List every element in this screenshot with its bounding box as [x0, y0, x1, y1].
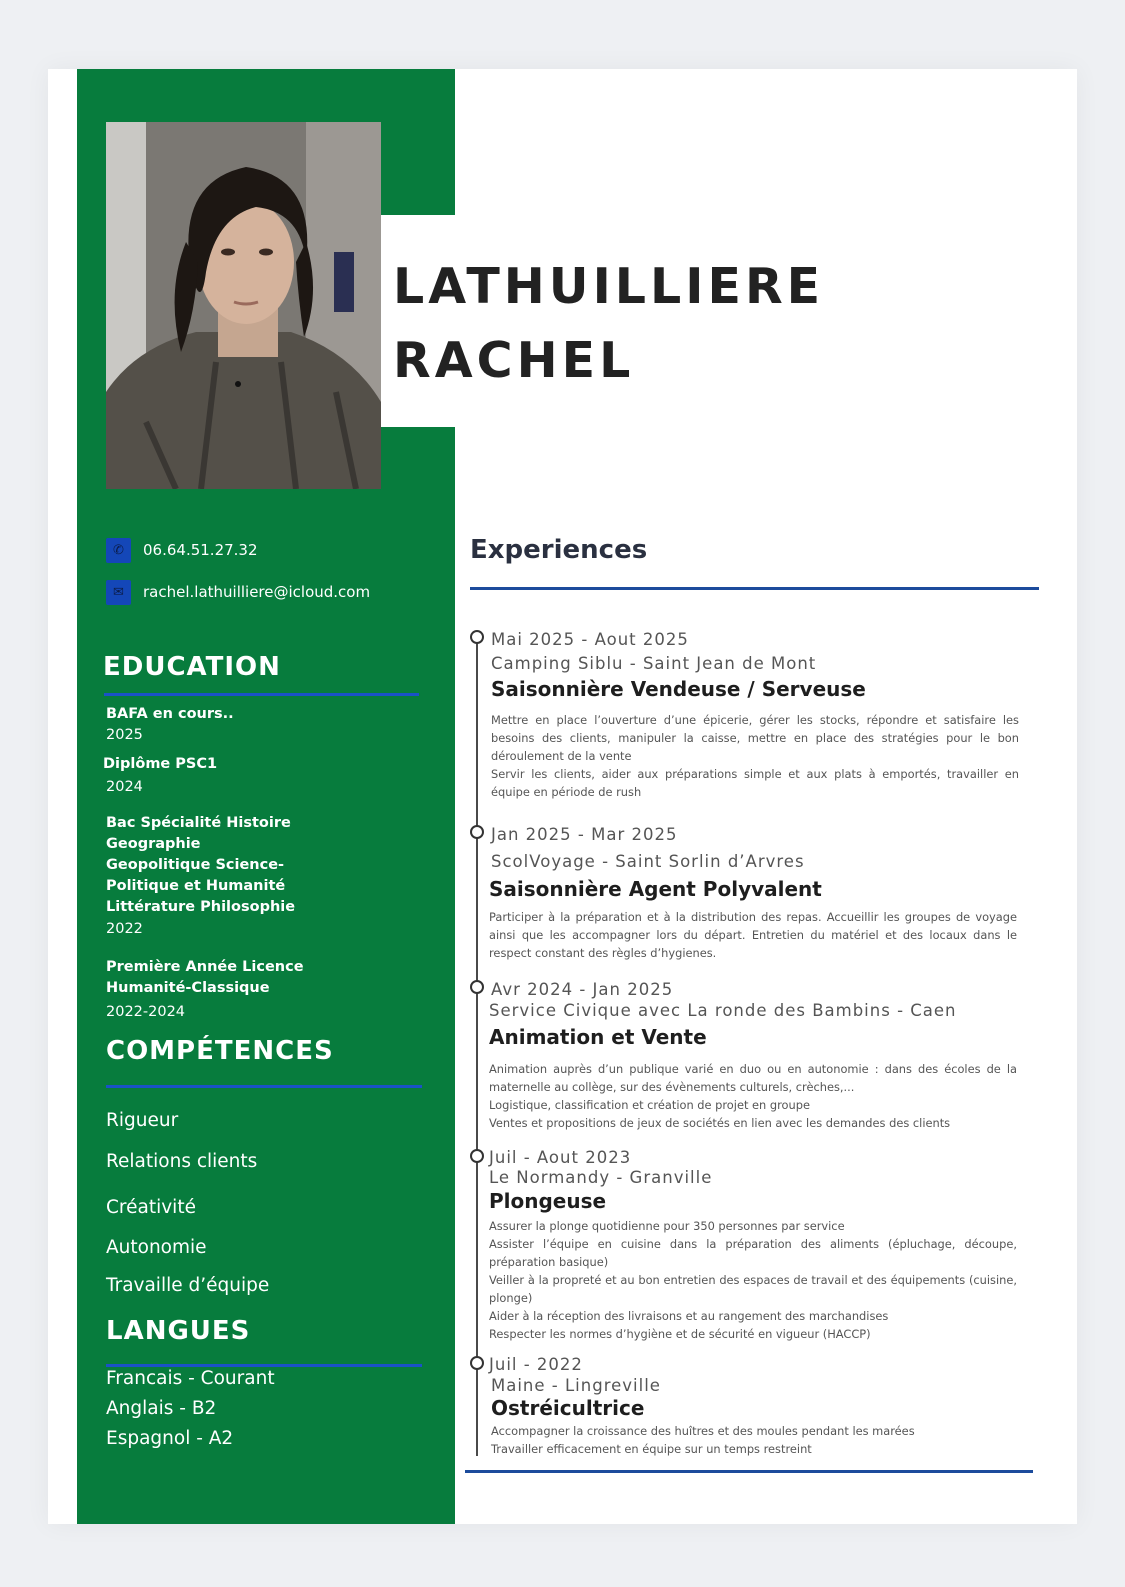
language-item: Anglais - B2 [106, 1398, 217, 1419]
experiences-divider [470, 587, 1039, 590]
job-description [491, 1422, 1019, 1458]
timeline-dot [470, 1356, 484, 1370]
job-description-line: Mettre en place l’ouverture d’une épicerie, gérer les stocks, répondre et satisfaire les besoins des clients, manipuler la caisse, mettre en place des stratégies pour le bon déroulement de la vente [491, 713, 1019, 763]
job-company: ScolVoyage - Saint Sorlin d’Arvres [491, 852, 805, 871]
job-title: Animation et Vente [489, 1025, 707, 1049]
job-description-line: Logistique, classification et création de projet en groupe [489, 1098, 810, 1112]
full-name [393, 250, 824, 398]
skill-item: Autonomie [106, 1237, 207, 1258]
education-item-year: 2024 [106, 779, 143, 795]
skill-item: Créativité [106, 1197, 196, 1218]
education-item-year: 2025 [106, 727, 143, 743]
job-date: Juil - 2022 [489, 1355, 583, 1374]
job-date: Jan 2025 - Mar 2025 [491, 825, 678, 844]
email-link[interactable]: rachel.lathuilliere@icloud.com [143, 583, 371, 601]
timeline-dot [470, 980, 484, 994]
job-description-line: Aider à la réception des livraisons et au rangement des marchandises [489, 1309, 889, 1323]
phone-number: 06.64.51.27.32 [143, 541, 258, 559]
experiences-heading: Experiences [470, 535, 648, 565]
languages-heading: LANGUES [106, 1316, 251, 1346]
education-item-title: Bac Spécialité Histoire Geographie Geopolitique Science-Politique et Humanité Littérature Philosophie [106, 815, 296, 915]
contact-phone [106, 537, 258, 563]
job-title: Ostréicultrice [491, 1396, 645, 1420]
phone-icon: ✆ [106, 538, 131, 563]
job-description [489, 1217, 1017, 1343]
skill-item: Rigueur [106, 1110, 179, 1131]
language-item: Espagnol - A2 [106, 1428, 234, 1449]
job-date: Juil - Aout 2023 [489, 1148, 632, 1167]
job-description-line: Servir les clients, aider aux préparations simple et aux plats à emportés, travailler en équipe en période de rush [491, 767, 1019, 799]
education-item-title: BAFA en cours.. [106, 706, 234, 722]
education-item-title: Diplôme PSC1 [103, 756, 218, 772]
job-company: Le Normandy - Granville [489, 1168, 713, 1187]
job-description-line: Assister l’équipe en cuisine dans la préparation des aliments (épluchage, découpe, préparation basique) [489, 1237, 1017, 1269]
experiences-bottom-divider [465, 1470, 1033, 1473]
job-description-line: Animation auprès d’un publique varié en duo ou en autonomie : dans des écoles de la maternelle au collège, sur des évènements culturels, crèches,... [489, 1062, 1017, 1094]
timeline-dot [470, 1149, 484, 1163]
job-date: Mai 2025 - Aout 2025 [491, 630, 689, 649]
skill-item: Travaille d’équipe [106, 1275, 270, 1296]
skills-heading: COMPÉTENCES [106, 1036, 334, 1066]
profile-photo [106, 122, 381, 489]
job-description-line: Participer à la préparation et à la distribution des repas. Accueillir les groupes de voyage ainsi que les accompagner lors du départ. Entretien du matériel et des locaux dans le respect constant des règles d’hygienes. [489, 910, 1017, 960]
job-title: Saisonnière Vendeuse / Serveuse [491, 677, 866, 701]
timeline-line [476, 634, 478, 1456]
job-description-line: Accompagner la croissance des huîtres et des moules pendant les marées [491, 1424, 915, 1438]
education-item-year: 2022 [106, 921, 143, 937]
first-name: RACHEL [393, 332, 635, 389]
job-title: Saisonnière Agent Polyvalent [489, 877, 822, 901]
job-company: Service Civique avec La ronde des Bambins - Caen [489, 1001, 957, 1020]
education-heading: EDUCATION [103, 652, 281, 682]
job-description [489, 908, 1017, 962]
job-description-line: Assurer la plonge quotidienne pour 350 personnes par service [489, 1219, 845, 1233]
languages-divider [106, 1364, 422, 1367]
skills-divider [106, 1085, 422, 1088]
job-date: Avr 2024 - Jan 2025 [491, 980, 674, 999]
education-divider [104, 693, 419, 696]
education-item-year: 2022-2024 [106, 1004, 186, 1020]
job-description-line: Respecter les normes d’hygiène et de sécurité en vigueur (HACCP) [489, 1327, 871, 1341]
envelope-icon: ✉ [106, 580, 131, 605]
contact-email [106, 579, 370, 605]
timeline-dot [470, 630, 484, 644]
job-description [489, 1060, 1017, 1132]
job-description-line: Travailler efficacement en équipe sur un temps restreint [491, 1442, 812, 1456]
job-description [491, 711, 1019, 801]
job-company: Camping Siblu - Saint Jean de Mont [491, 654, 817, 673]
last-name: LATHUILLIERE [393, 258, 825, 315]
job-description-line: Veiller à la propreté et au bon entretien des espaces de travail et des équipements (cuisine, plonge) [489, 1273, 1017, 1305]
job-title: Plongeuse [489, 1189, 607, 1213]
job-description-line: Ventes et propositions de jeux de sociétés en lien avec les demandes des clients [489, 1116, 951, 1130]
language-item: Francais - Courant [106, 1368, 275, 1389]
education-item-title: Première Année Licence Humanité-Classique [106, 959, 304, 996]
skill-item: Relations clients [106, 1151, 258, 1172]
job-company: Maine - Lingreville [491, 1376, 661, 1395]
timeline-dot [470, 825, 484, 839]
